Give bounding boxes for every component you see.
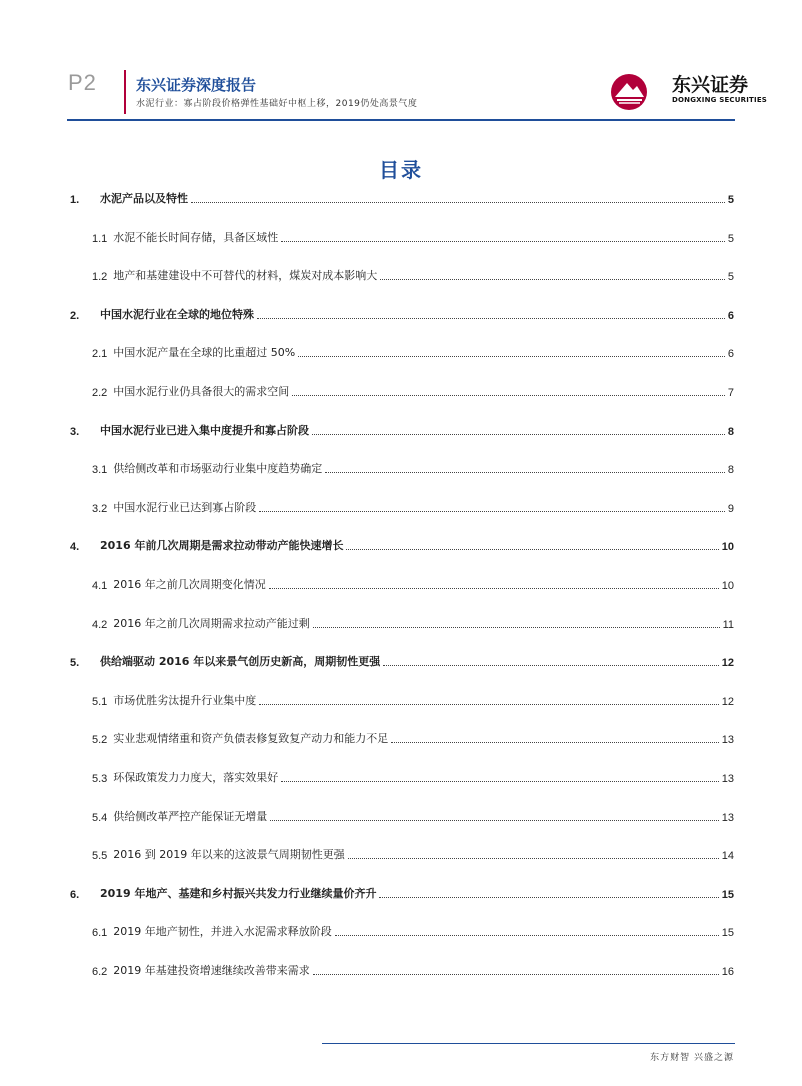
toc-text: 2016 年之前几次周期变化情况 — [113, 578, 266, 591]
toc-leader — [281, 241, 725, 242]
toc-subsection[interactable] — [92, 804, 734, 824]
footer-rule — [322, 1043, 735, 1044]
toc-subsection[interactable] — [92, 611, 734, 631]
toc-text: 中国水泥行业仍具备很大的需求空间 — [113, 385, 290, 398]
toc-number: 6.1 — [92, 927, 108, 939]
toc-number: 6.2 — [92, 966, 108, 978]
logo-cn-text: 东兴证券 — [672, 74, 749, 96]
toc-page: 5 — [727, 194, 734, 206]
toc-text: 2019 年基建投资增速继续改善带来需求 — [113, 964, 310, 977]
toc-number: 4. — [70, 541, 80, 553]
toc-leader — [259, 704, 718, 705]
toc-text: 中国水泥行业已达到寡占阶段 — [113, 501, 257, 514]
toc-number: 5.4 — [92, 812, 108, 824]
toc-subsection[interactable] — [92, 688, 734, 708]
toc-leader — [313, 974, 719, 975]
toc-text: 2016 年前几次周期是需求拉动带动产能快速增长 — [100, 539, 344, 552]
toc-subsection[interactable] — [92, 263, 734, 283]
toc-subsection[interactable] — [92, 495, 734, 515]
toc-text: 中国水泥产量在全球的比重超过 50% — [113, 346, 296, 359]
toc-leader — [312, 434, 725, 435]
toc-section[interactable] — [70, 418, 734, 438]
toc-subsection[interactable] — [92, 919, 734, 939]
toc-page: 16 — [721, 966, 734, 978]
toc-number: 5.3 — [92, 773, 108, 785]
toc-leader — [348, 858, 719, 859]
toc-text: 供给侧改革严控产能保证无增量 — [113, 810, 268, 823]
toc-text: 地产和基建建设中不可替代的材料，煤炭对成本影响大 — [113, 269, 378, 282]
toc-subsection[interactable] — [92, 456, 734, 476]
toc-leader — [379, 897, 718, 898]
toc-number: 1. — [70, 194, 80, 206]
toc-section[interactable] — [70, 533, 734, 553]
toc-leader — [391, 742, 718, 743]
toc-number: 2.2 — [92, 387, 108, 399]
toc-text: 环保政策发力力度大，落实效果好 — [113, 771, 279, 784]
toc-title: 目录 — [379, 158, 423, 182]
toc-page: 12 — [721, 696, 734, 708]
toc-number: 5.2 — [92, 734, 108, 746]
toc-leader — [346, 549, 718, 550]
toc-number: 4.1 — [92, 580, 108, 592]
toc-page: 13 — [721, 773, 734, 785]
toc-text: 水泥产品以及特性 — [100, 192, 188, 205]
toc-leader — [380, 279, 725, 280]
toc-text: 供给端驱动 2016 年以来景气创历史新高，周期韧性更强 — [100, 655, 381, 668]
toc-subsection[interactable] — [92, 765, 734, 785]
toc-page: 10 — [721, 541, 734, 553]
toc-text: 中国水泥行业在全球的地位特殊 — [100, 308, 254, 321]
toc-subsection[interactable] — [92, 842, 734, 862]
toc-leader — [298, 356, 725, 357]
report-subtitle: 水泥行业：寡占阶段价格弹性基础好中枢上移，2019仍处高景气度 — [136, 99, 418, 109]
toc-leader — [292, 395, 725, 396]
toc-leader — [281, 781, 718, 782]
toc-subsection[interactable] — [92, 225, 734, 245]
toc-leader — [335, 935, 719, 936]
toc-text: 实业悲观情绪重和资产负债表修复致复产动力和能力不足 — [113, 732, 389, 745]
toc-section[interactable] — [70, 302, 734, 322]
toc-leader — [325, 472, 725, 473]
toc-leader — [383, 665, 718, 666]
logo-en-text: DONGXING SECURITIES — [672, 96, 768, 104]
toc-page: 6 — [727, 310, 734, 322]
toc-page: 11 — [722, 619, 734, 631]
toc-page: 5 — [727, 271, 734, 283]
toc-subsection[interactable] — [92, 379, 734, 399]
toc-number: 2. — [70, 310, 80, 322]
toc-section[interactable] — [70, 649, 734, 669]
footer-slogan: 东方财智 兴盛之源 — [650, 1053, 734, 1063]
toc-text: 供给侧改革和市场驱动行业集中度趋势确定 — [113, 462, 323, 475]
toc-number: 5. — [70, 657, 80, 669]
toc-subsection[interactable] — [92, 726, 734, 746]
toc-number: 2.1 — [92, 348, 108, 360]
toc-text: 水泥不能长时间存储，具备区域性 — [113, 231, 279, 244]
toc-page: 7 — [727, 387, 734, 399]
toc-number: 1.2 — [92, 271, 108, 283]
toc-leader — [191, 202, 725, 203]
toc-leader — [259, 511, 725, 512]
toc-leader — [313, 627, 720, 628]
toc-leader — [270, 820, 718, 821]
toc-section[interactable] — [70, 881, 734, 901]
toc-number: 3.1 — [92, 464, 108, 476]
toc-page: 15 — [721, 927, 734, 939]
toc-text: 2016 年之前几次周期需求拉动产能过剩 — [113, 617, 310, 630]
toc-number: 4.2 — [92, 619, 108, 631]
toc-page: 6 — [727, 348, 734, 360]
toc-subsection[interactable] — [92, 958, 734, 978]
toc-page: 8 — [727, 464, 734, 476]
toc-page: 15 — [721, 889, 734, 901]
toc-number: 3.2 — [92, 503, 108, 515]
toc-number: 5.1 — [92, 696, 108, 708]
toc-number: 3. — [70, 426, 80, 438]
toc-text: 2019 年地产、基建和乡村振兴共发力行业继续量价齐升 — [100, 887, 377, 900]
toc-text: 中国水泥行业已进入集中度提升和寡占阶段 — [100, 424, 309, 437]
page-number: P2 — [68, 70, 97, 95]
report-title: 东兴证券深度报告 — [136, 76, 257, 94]
toc-subsection[interactable] — [92, 340, 734, 360]
toc-page: 9 — [727, 503, 734, 515]
toc-section[interactable] — [70, 186, 734, 206]
toc-leader — [269, 588, 719, 589]
toc-page: 12 — [721, 657, 734, 669]
toc-page: 5 — [727, 233, 734, 245]
toc-text: 2019 年地产韧性，并进入水泥需求释放阶段 — [113, 925, 332, 938]
toc-page: 8 — [727, 426, 734, 438]
toc-page: 13 — [721, 812, 734, 824]
toc-text: 市场优胜劣汰提升行业集中度 — [113, 694, 257, 707]
toc-page: 10 — [721, 580, 734, 592]
toc-page: 13 — [721, 734, 734, 746]
toc-subsection[interactable] — [92, 572, 734, 592]
toc-page: 14 — [721, 850, 734, 862]
toc-number: 5.5 — [92, 850, 108, 862]
toc-leader — [257, 318, 725, 319]
toc-text: 2016 到 2019 年以来的这波景气周期韧性更强 — [113, 848, 345, 861]
toc-number: 6. — [70, 889, 80, 901]
toc-number: 1.1 — [92, 233, 108, 245]
